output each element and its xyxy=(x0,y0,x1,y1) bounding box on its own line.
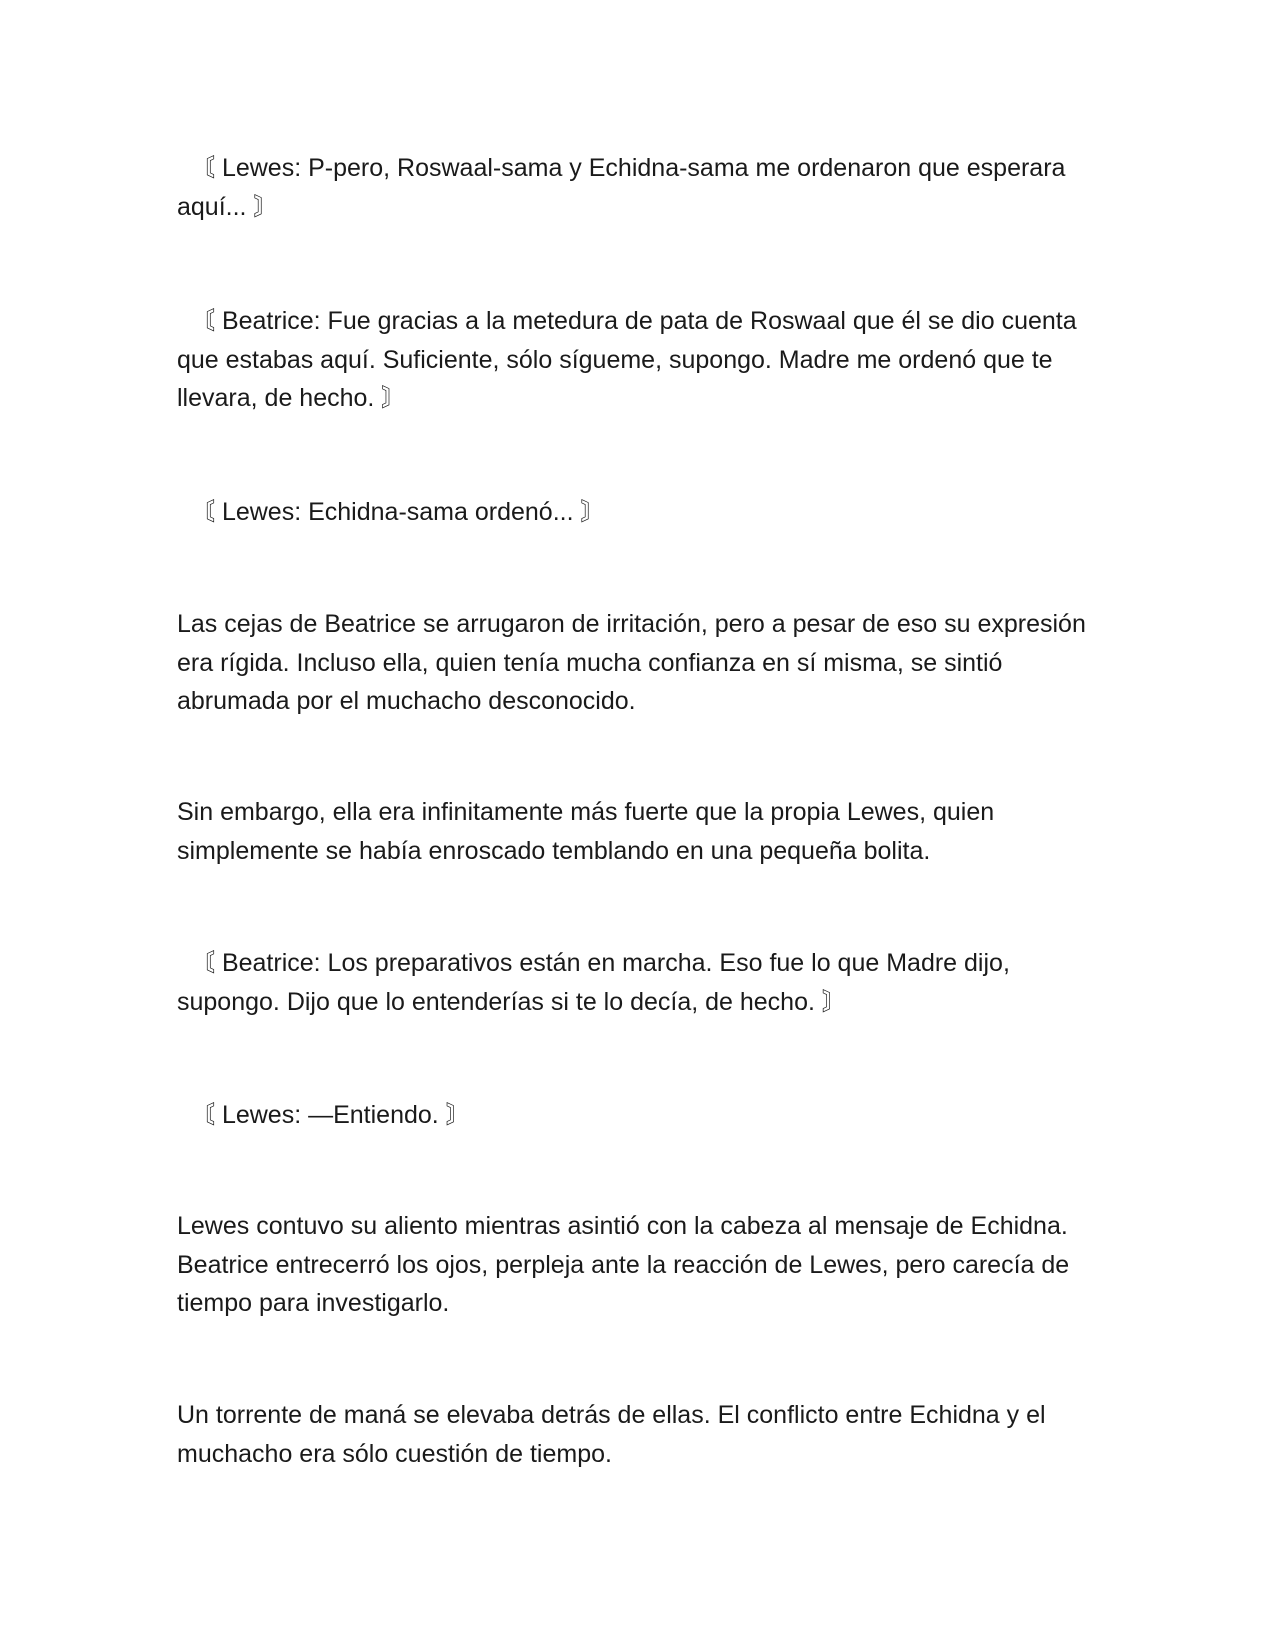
dialogue-lewes-3: 〘 Lewes: —Entiendo. 〙 xyxy=(190,1101,471,1129)
dialogue-lewes-2: 〘 Lewes: Echidna-sama ordenó... 〙 xyxy=(190,498,606,526)
narration-paragraph-3: Lewes contuvo su aliento mientras asintió con la cabeza al mensaje de Echidna. Beatrice entrecerró los ojos, perpleja ante la reacción de Lewes, pero carecía de tiempo para investigarlo. xyxy=(177,1212,1070,1317)
narration-paragraph-2: Sin embargo, ella era infinitamente más fuerte que la propia Lewes, quien simplemente se había enroscado temblando en una pequeña bolita. xyxy=(177,798,995,865)
narration-paragraph-1: Las cejas de Beatrice se arrugaron de irritación, pero a pesar de eso su expresión era rígida. Incluso ella, quien tenía mucha confianza en sí misma, se sintió abrumada por el muchacho desconocido. xyxy=(177,610,1086,715)
dialogue-lewes-1: 〘 Lewes: P-pero, Roswaal-sama y Echidna-sama me ordenaron que esperara aquí... 〙 xyxy=(177,154,1066,221)
dialogue-beatrice-1: 〘 Beatrice: Fue gracias a la metedura de pata de Roswaal que él se dio cuenta que estabas aquí. Suficiente, sólo sígueme, supongo. Madre me ordenó que te llevara, de hecho. 〙 xyxy=(177,307,1077,412)
narration-paragraph-4: Un torrente de maná se elevaba detrás de ellas. El conflicto entre Echidna y el muchacho era sólo cuestión de tiempo. xyxy=(177,1401,1046,1468)
dialogue-beatrice-2: 〘 Beatrice: Los preparativos están en marcha. Eso fue lo que Madre dijo, supongo. Dijo que lo entenderías si te lo decía, de hecho. 〙 xyxy=(177,949,1010,1016)
